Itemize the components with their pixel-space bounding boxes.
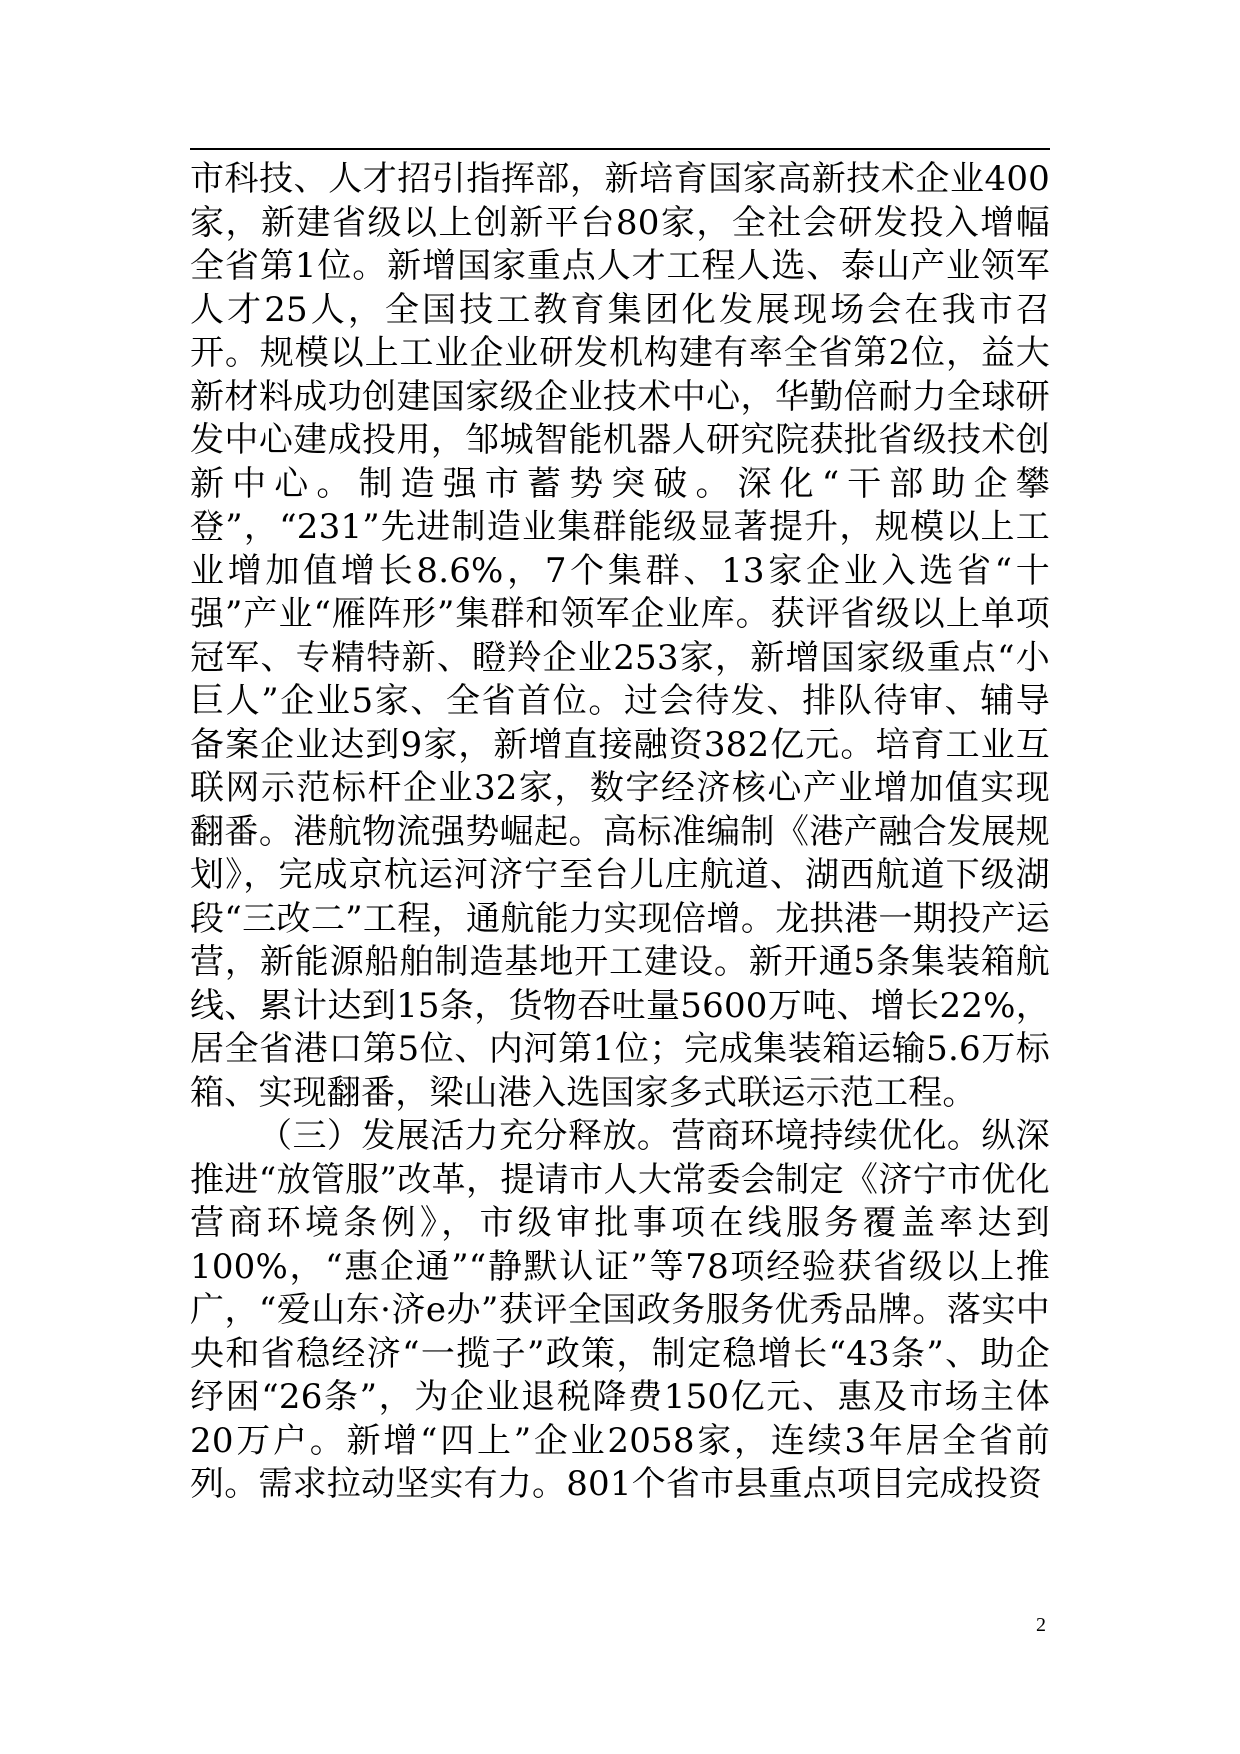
document-body — [190, 158, 1050, 1507]
page-number: 2 — [1036, 1614, 1046, 1636]
paragraph-continued: 市科技、人才招引指挥部，新培育国家高新技术企业400家，新建省级以上创新平台80家，全社会研发投入增幅全省第1位。新增国家重点人才工程人选、泰山产业领军人才25人，全国技工教育集团化发展现场会在我市召开。规模以上工业企业研发机构建有率全省第2位，益大新材料成功创建国家级企业技术中心，华勤倍耐力全球研发中心建成投用，邹城智能机器人研究院获批省级技术创新中心。制造强市蓄势突破。深化“干部助企攀登”，“231”先进制造业集群能级显著提升，规模以上工业增加值增长8.6%，7个集群、13家企业入选省“十强”产业“雁阵形”集群和领军企业库。获评省级以上单项冠军、专精特新、瞪羚企业253家，新增国家级重点“小巨人”企业5家、全省首位。过会待发、排队待审、辅导备案企业达到9家，新增直接融资382亿元。培育工业互联网示范标杆企业32家，数字经济核心产业增加值实现翻番。港航物流强势崛起。高标准编制《港产融合发展规划》，完成京杭运河济宁至台儿庄航道、湖西航道下级湖段“三改二”工程，通航能力实现倍增。龙拱港一期投产运营，新能源船舶制造基地开工建设。新开通5条集装箱航线、累计达到15条，货物吞吐量5600万吨、增长22%，居全省港口第5位、内河第1位；完成集装箱运输5.6万标箱、实现翻番，梁山港入选国家多式联运示范工程。 — [190, 159, 1050, 1113]
paragraph-development-vitality: （三）发展活力充分释放。营商环境持续优化。纵深推进“放管服”改革，提请市人大常委会制定《济宁市优化营商环境条例》，市级审批事项在线服务覆盖率达到100%，“惠企通”“静默认证”等78项经验获省级以上推广，“爱山东·济e办”获评全国政务服务优秀品牌。落实中央和省稳经济“一揽子”政策，制定稳增长“43条”、助企纾困“26条”，为企业退税降费150亿元、惠及市场主体20万户。新增“四上”企业2058家，连续3年居全省前列。需求拉动坚实有力。801个省市县重点项目完成投资 — [190, 1116, 1050, 1504]
header-rule — [190, 148, 1050, 150]
